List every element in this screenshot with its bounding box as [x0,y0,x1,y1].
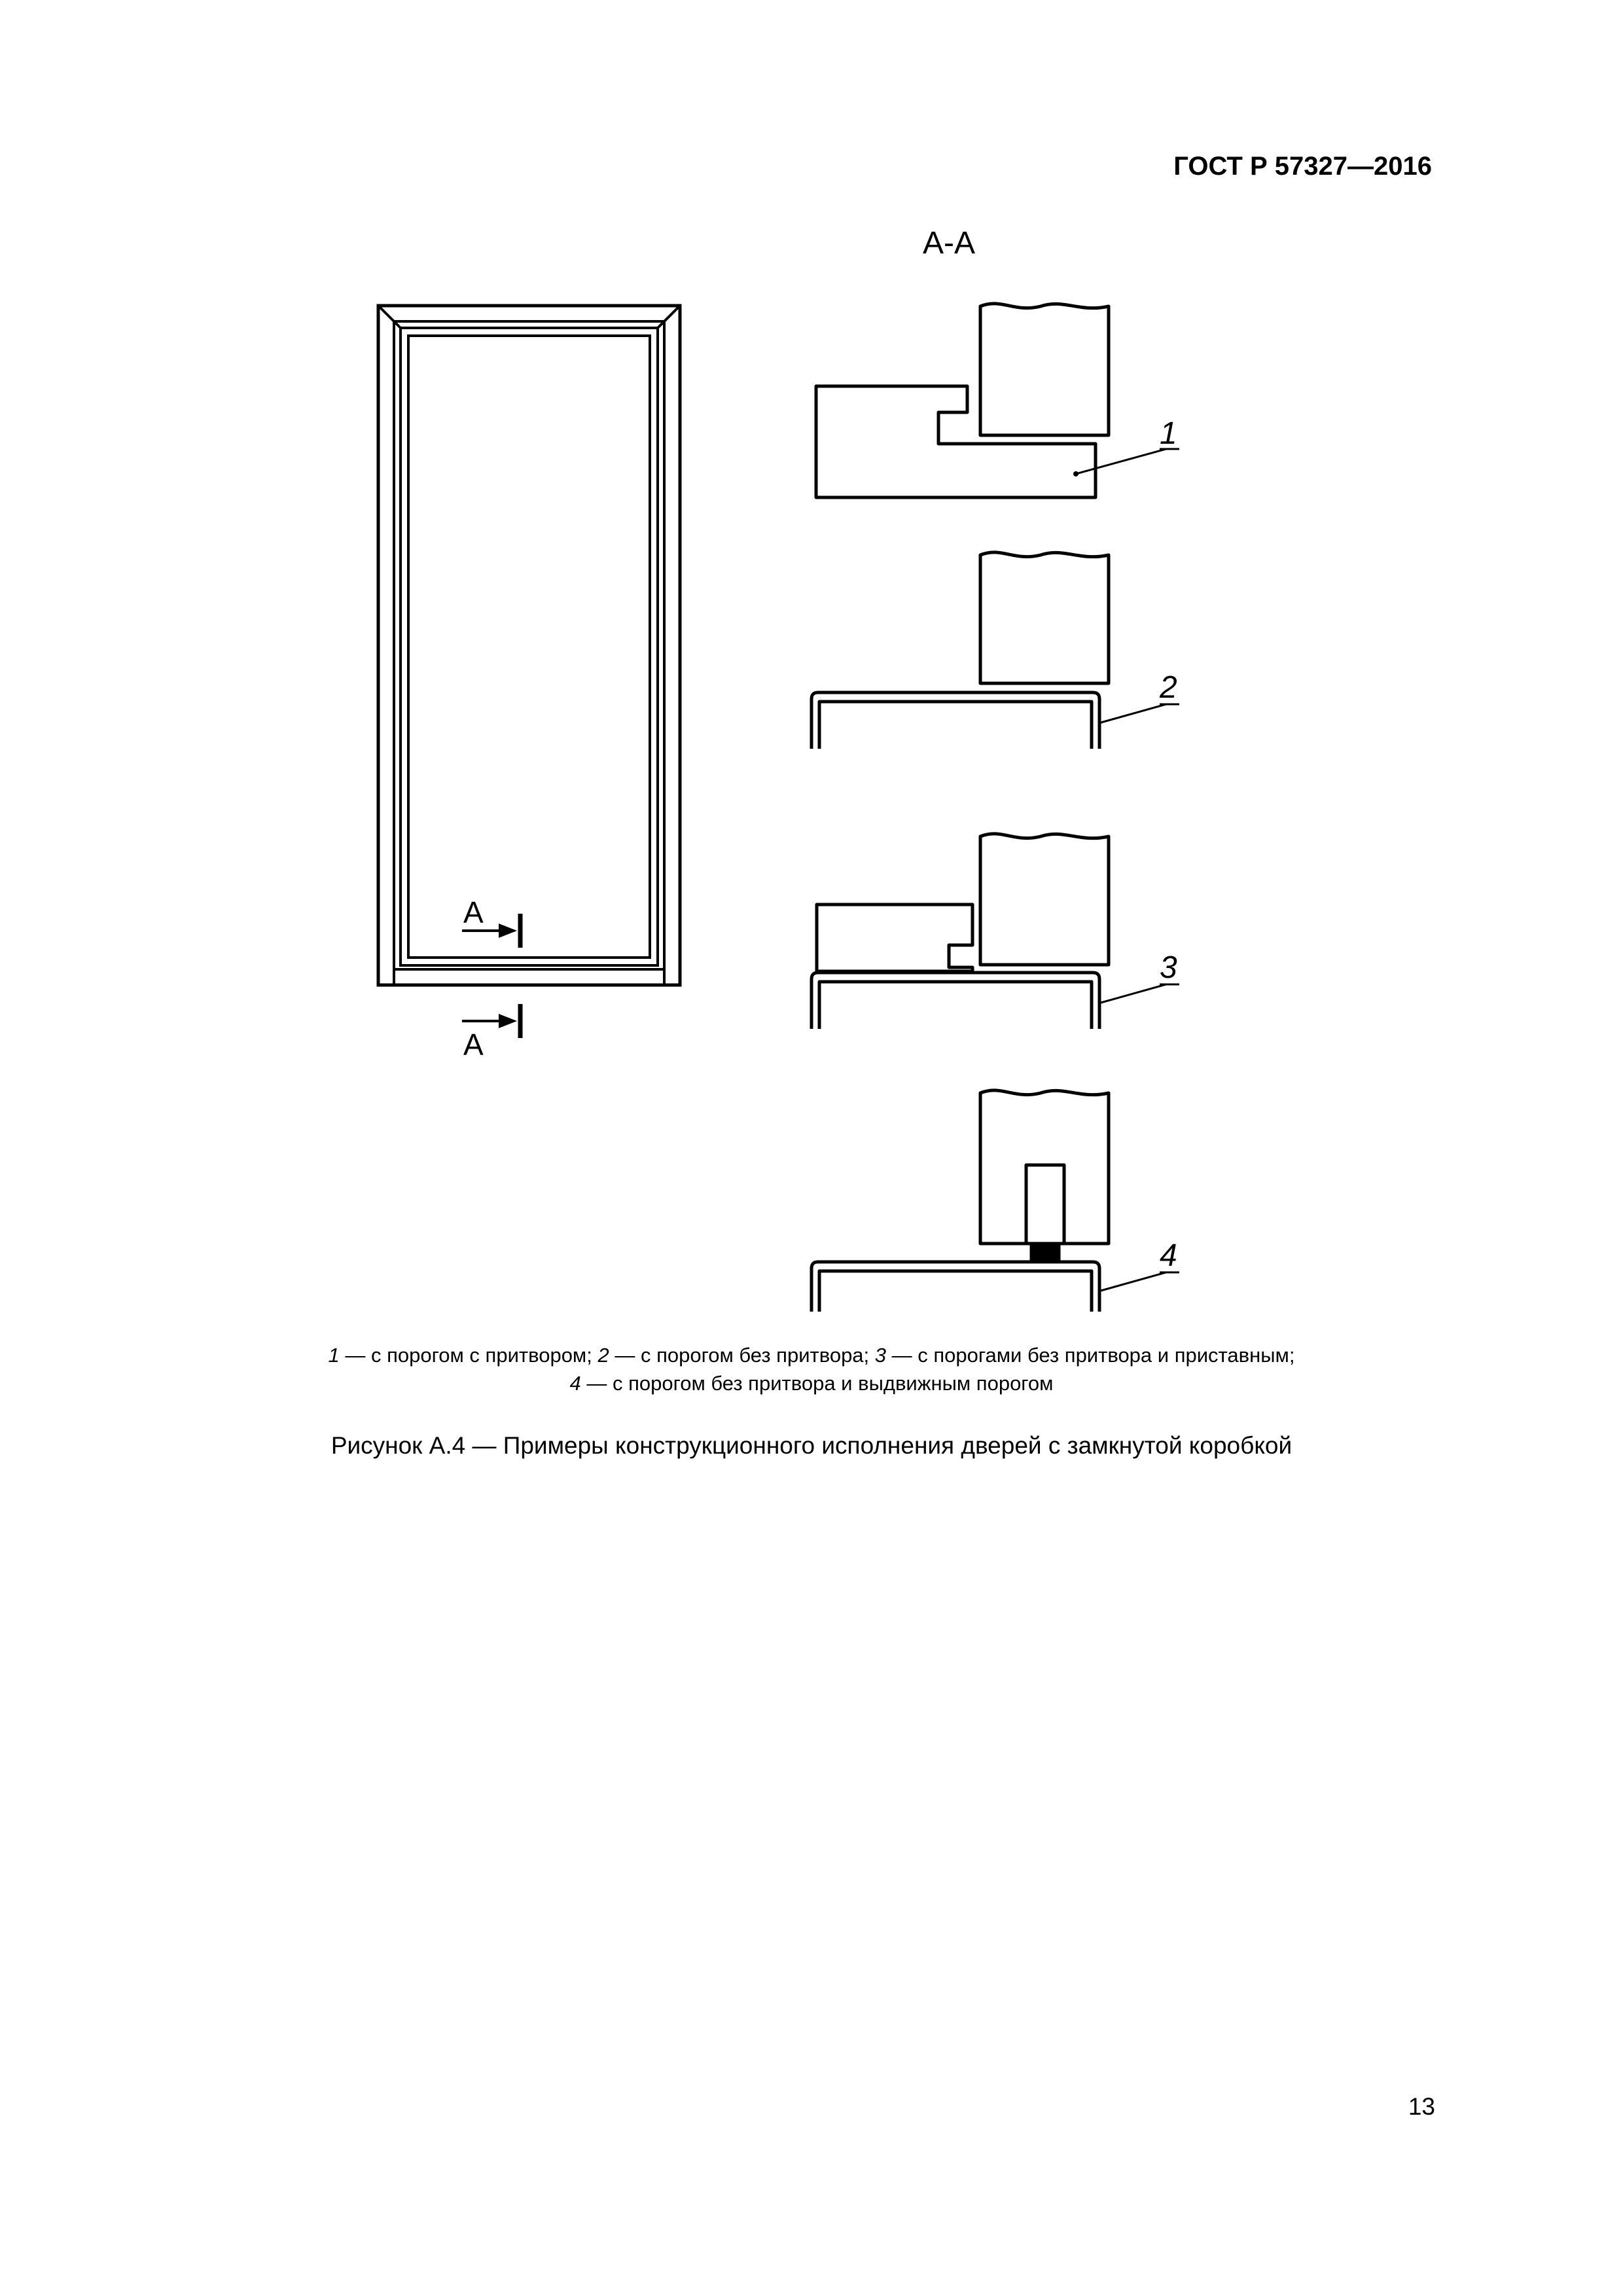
legend-num: 1 [328,1344,340,1367]
threshold-profile-channel [812,1262,1099,1312]
door-leaf-outer [401,328,658,965]
door-frame-outer [378,306,680,985]
drop-seal-housing [1026,1165,1064,1244]
door-frame-elevation [378,306,680,985]
legend-text: — с порогом с притвором; [339,1344,598,1367]
legend-line-1 [0,1344,1623,1367]
door-leaf-section [980,1090,1109,1244]
legend-text: — с порогами без притвора и приставным; [886,1344,1295,1367]
callout-4: 4 [1160,1238,1177,1273]
threshold-profile-channel [812,973,1099,1029]
frame-corner-tr [658,306,680,328]
section-marker-label-upper: А [463,895,484,929]
arrow-right-icon [499,1014,517,1028]
legend-num: 2 [597,1344,609,1367]
section-variant-3 [812,834,1179,1029]
section-variant-2 [812,552,1179,749]
legend-num: 4 [569,1372,581,1395]
legend-text: — с порогом без притвора и выдвижным порогом [580,1372,1054,1395]
threshold-profile-channel [812,692,1099,749]
section-variant-1 [816,304,1179,497]
section-marker-lower [462,1004,520,1062]
section-title: А-А [923,226,976,260]
door-leaf-section [980,552,1109,683]
callout-1: 1 [1160,416,1177,451]
legend-num: 3 [874,1344,887,1367]
arrow-right-icon [499,924,517,938]
door-frame-rebate [394,321,664,969]
threshold-profile-rebated [816,386,1096,497]
legend-text: — с порогом без притвора; [609,1344,875,1367]
legend-line-2 [0,1372,1623,1395]
section-marker-upper [462,895,520,948]
document-code: ГОСТ Р 57327—2016 [1173,152,1432,181]
threshold-profile-applied [817,905,972,971]
figure-caption: Рисунок А.4 — Примеры конструкционного исполнения дверей с замкнутой коробкой [330,1432,1293,1459]
door-leaf-section [980,834,1109,965]
door-leaf-section [980,304,1109,435]
callout-2: 2 [1160,670,1177,705]
callout-3: 3 [1160,950,1177,985]
page-number: 13 [1408,2093,1435,2120]
door-leaf-inner [408,336,650,958]
section-variant-4 [812,1090,1179,1312]
frame-corner-tl [378,306,401,328]
drop-seal [1031,1244,1059,1261]
section-marker-label-lower: А [463,1028,484,1062]
